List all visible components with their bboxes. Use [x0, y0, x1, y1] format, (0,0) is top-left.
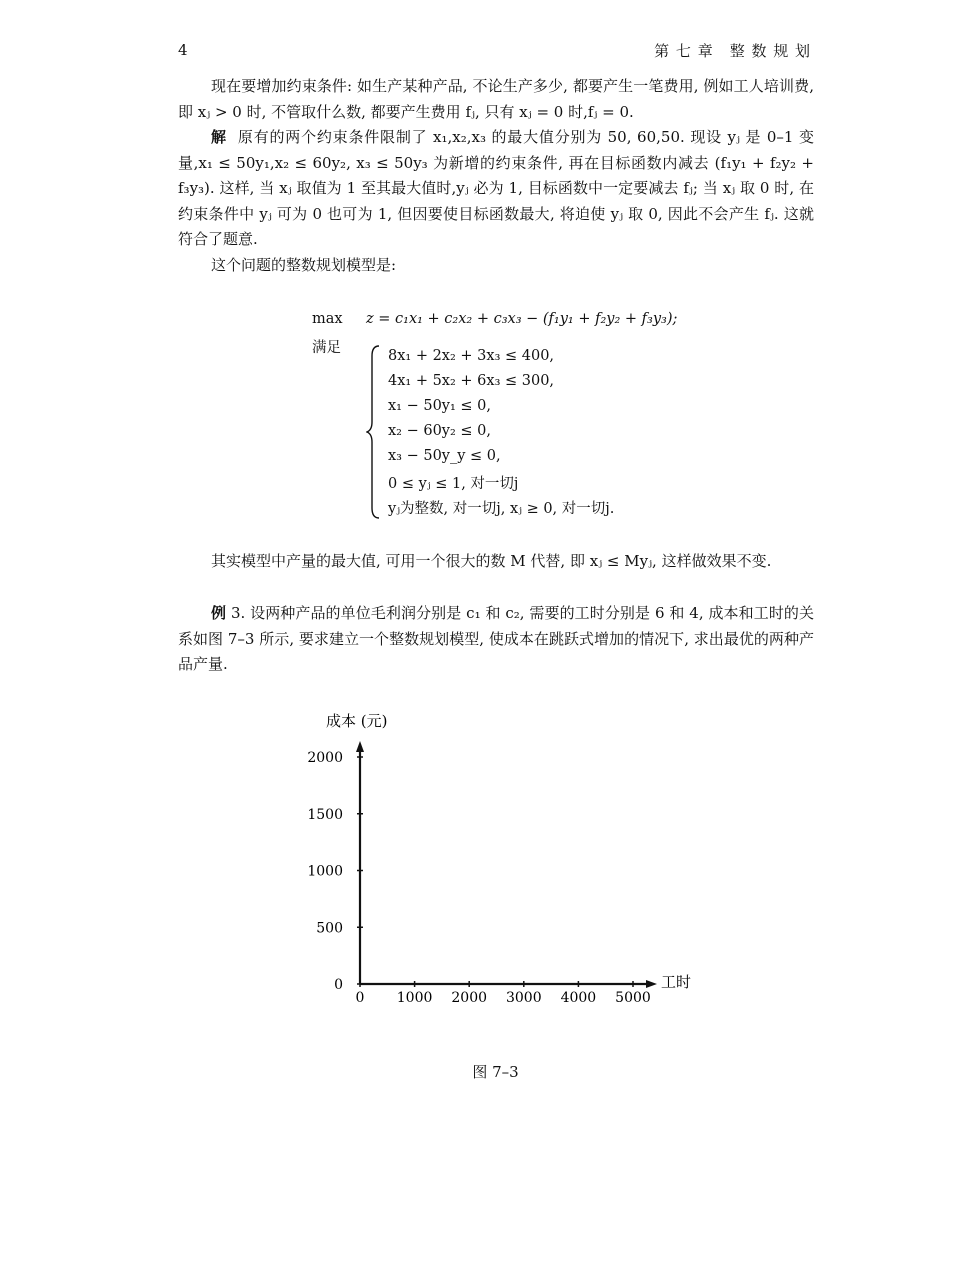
- constraint-1: 8x₁ + 2x₂ + 3x₃ ≤ 400,: [388, 348, 555, 364]
- max-label: max: [312, 311, 343, 327]
- x-tick-label: 2000: [451, 990, 488, 1006]
- chapter-title: 第 七 章 整 数 规 划: [654, 42, 811, 60]
- x-axis-arrow: [646, 980, 657, 988]
- page-number: 4: [178, 41, 188, 59]
- solution-label: 解: [211, 128, 227, 146]
- x-tick-label: 5000: [615, 990, 651, 1006]
- y-tick-label: 500: [316, 920, 343, 937]
- paragraph-big-m: 其实模型中产量的最大值, 可用一个很大的数 M 代替, 即 xⱼ ≤ Myⱼ, 这样做效果不变.: [211, 552, 772, 570]
- subject-to-label: 满足: [312, 340, 341, 356]
- x-tick-label: 1000: [396, 990, 433, 1006]
- y-ticks: [307, 750, 363, 993]
- x-tick-label: 0: [355, 990, 365, 1006]
- constraint-6: 0 ≤ yⱼ ≤ 1, 对一切j: [388, 476, 519, 492]
- x-tick-label: 3000: [505, 990, 542, 1006]
- y-axis-arrow: [356, 741, 364, 752]
- y-tick-label: 0: [334, 977, 343, 993]
- constraint-3: x₁ − 50y₁ ≤ 0,: [388, 398, 492, 414]
- constraint-4: x₂ − 60y₂ ≤ 0,: [388, 423, 492, 439]
- figure-caption: 图 7–3: [472, 1063, 519, 1081]
- x-axis-label: 工时: [661, 973, 692, 991]
- y-axis-label: 成本 (元): [326, 712, 388, 730]
- constraint-7: yⱼ为整数, 对一切j, xⱼ ≥ 0, 对一切j.: [388, 501, 615, 517]
- solution-text: 原有的两个约束条件限制了 x₁,x₂,x₃ 的最大值分别为 50, 60,50. 现设 yⱼ 是 0–1 变量,x₁ ≤ 50y₁,x₂ ≤ 60y₂, x₃ ≤ 50y₃ 为新增的约束条件, 再在目标函数内减去 (f₁y₁ + f₂y₂ + f₃y₃). 这样, 当 xⱼ 取值为 1 至其最大值时,yⱼ 必为 1, 目标函数中一定要减去 fⱼ; 当 xⱼ 取 0 时, 在约束条件中 yⱼ 可为 0 也可为 1, 但因要使目标函数最大, 将迫使 yⱼ 取 0, 因此不会产生 fⱼ. 这就符合了题意.: [178, 128, 814, 248]
- y-tick-label: 1000: [307, 863, 343, 880]
- y-tick-label: 2000: [307, 750, 343, 766]
- paragraph-constraint-intro: 现在要增加约束条件: 如生产某种产品, 不论生产多少, 都要产生一笔费用, 例如工人培训费, 即 xⱼ > 0 时, 不管取什么数, 都要产生费用 fⱼ, 只有 xⱼ = 0 时,fⱼ = 0.: [178, 77, 814, 121]
- example-label: 例: [211, 604, 227, 622]
- constraint-2: 4x₁ + 5x₂ + 6x₃ ≤ 300,: [388, 373, 555, 389]
- model-intro: 这个问题的整数规划模型是:: [211, 256, 397, 274]
- x-tick-label: 4000: [560, 990, 597, 1006]
- constraint-5: x₃ − 50y_y ≤ 0,: [388, 448, 501, 464]
- y-tick-label: 1500: [307, 806, 343, 823]
- axes: [356, 741, 657, 988]
- objective-function: z = c₁x₁ + c₂x₂ + c₃x₃ − (f₁y₁ + f₂y₂ + f₃y₃);: [366, 311, 678, 327]
- example-text: 3. 设两种产品的单位毛利润分别是 c₁ 和 c₂, 需要的工时分别是 6 和 4, 成本和工时的关系如图 7–3 所示, 要求建立一个整数规划模型, 使成本在跳跃式增加的情况下, 求出最优的两种产品产量.: [178, 604, 814, 673]
